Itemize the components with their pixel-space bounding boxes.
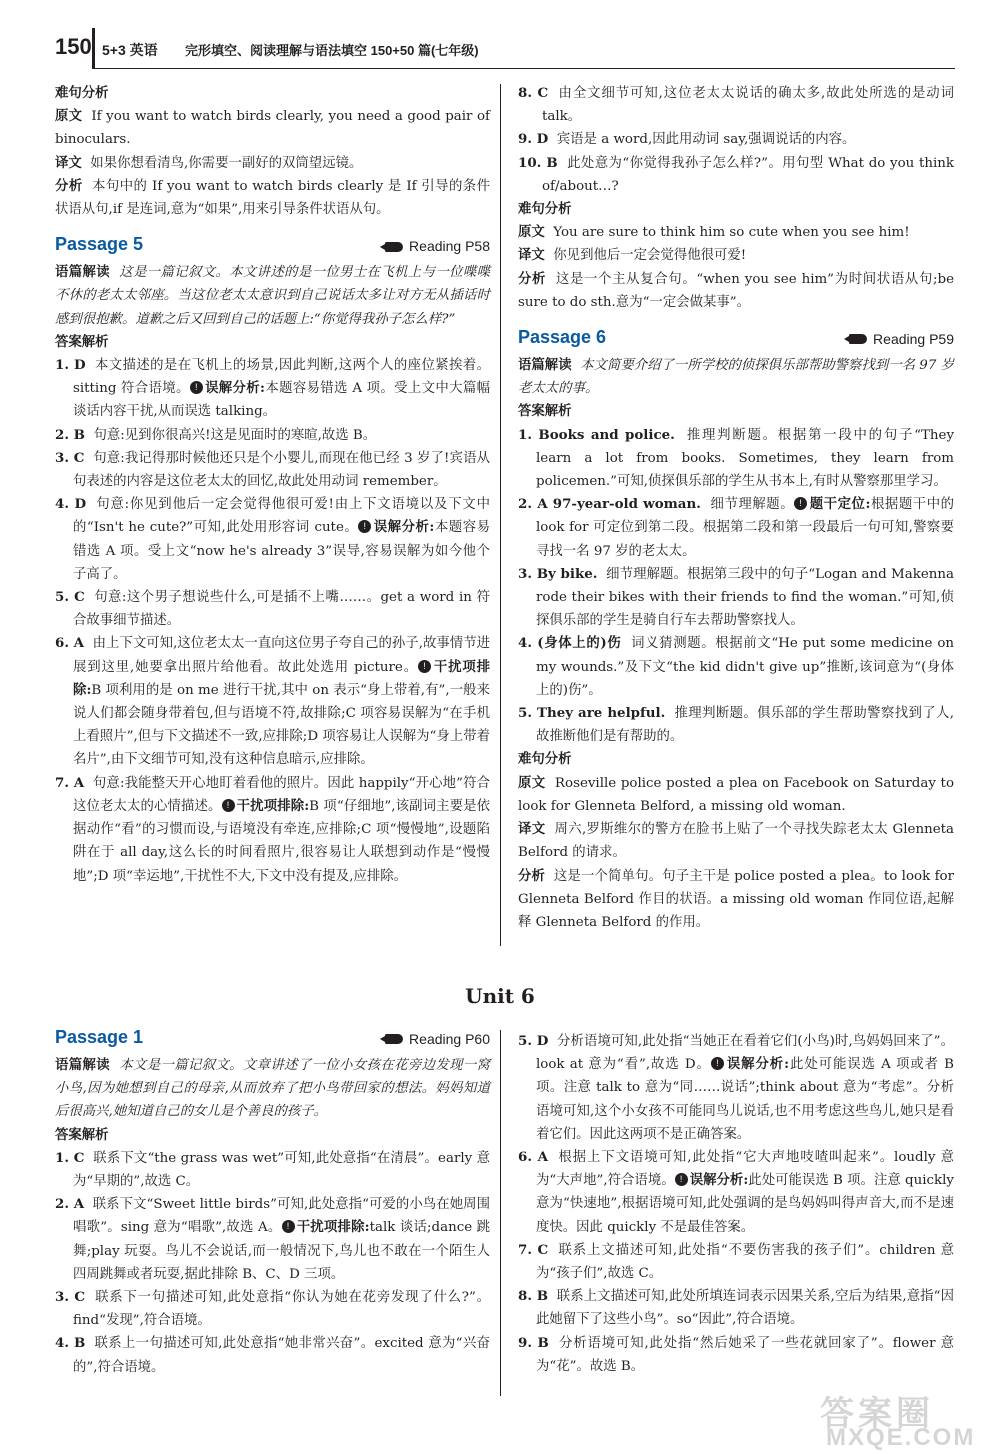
answer-text: 联系下一句描述可知,此处意指“你认为她在花旁发现了什么?”。find“发现”,符合语境。 [73, 1290, 490, 1329]
note-text: 此处可能误选 A 项或者 B 项。注意 talk to 意为“同……说话”;think about 意为“考虑”。分析语境可知,这个小女孩不可能同鸟儿说话,也不用考虑这些鸟儿,她只是看着它们。因此这两项不是正确答案。 [536, 1057, 954, 1142]
reading-reference: Reading P60 [385, 1028, 490, 1051]
pen-icon [385, 1034, 403, 1044]
answer-text: 由全文细节可知,这位老太太说话的确太多,故此处所选的是动词 talk。 [542, 86, 954, 125]
section-title: 答案解析 [55, 1126, 109, 1143]
reading-reference: Reading P59 [849, 328, 954, 351]
column-divider [500, 84, 501, 946]
note-label: 干扰项排除: [73, 658, 491, 698]
answer-item [518, 632, 954, 702]
book-title: 完形填空、阅读理解与语法填空 150+50 篇(七年级) [185, 43, 479, 58]
translation: 译文 你见到他后一定会觉得他很可爱! [518, 247, 747, 264]
answer-text: 宾语是 a word,因此用动词 say,强调说话的内容。 [556, 132, 856, 148]
answer-item [518, 1285, 954, 1331]
answer-item [518, 493, 954, 563]
analysis: 分析 这是一个主从复合句。“when you see him”为时间状语从句;be sure to do sth.意为“一定会做某事”。 [518, 270, 954, 310]
passage-header [518, 324, 954, 352]
answer-list [518, 424, 954, 749]
answer-item [55, 1332, 490, 1378]
answer-number: 5. C [55, 589, 85, 606]
answer-item [55, 424, 490, 447]
translation: 译文 如果你想看清鸟,你需要一副好的双筒望远镜。 [55, 154, 363, 171]
answer-text: 联系上文描述可知,此处指“不要伤害我的孩子们”。children 意为“孩子们”,故选 C。 [536, 1242, 954, 1282]
answer-number: 9. D [518, 131, 549, 148]
note-text: 本题容易错选 A 项。受上文“now he's already 3”误导,容易误解为如今他个子高了。 [73, 520, 490, 582]
answer-text: 联系下文“the grass was wet”可知,此处意指“在清晨”。early 意为“早期的”,故选 C。 [73, 1150, 490, 1190]
answer-item [518, 702, 954, 748]
answer-item [55, 354, 490, 424]
answer-number: 3. C [55, 449, 85, 466]
section-title: 答案解析 [55, 333, 109, 350]
answer-list [55, 354, 490, 888]
page-number: 150 [55, 34, 92, 59]
note-label: 干扰项排除: [236, 797, 310, 814]
answer-number: 3. By bike. [518, 565, 598, 582]
right-column-top [518, 82, 954, 934]
header-bar [92, 28, 95, 68]
answer-number: 2. A 97-year-old woman. [518, 496, 701, 513]
answer-text: 由上下文可知,这位老太太一直向这位男子夸自己的孙子,故事情节进展到这里,她要拿出照片给他看。故此处选用 picture。 [73, 636, 491, 675]
pen-icon [385, 242, 403, 252]
answer-text: 联系上文描述可知,此处所填连词表示因果关系,空后为结果,意指“因此她留下了这些小鸟”。so“因此”,符合语境。 [536, 1289, 954, 1328]
section-title: 难句分析 [55, 85, 109, 101]
header-rule [92, 68, 955, 69]
left-column-top [55, 82, 490, 888]
answer-number: 3. C [55, 1289, 86, 1306]
answer-item [55, 632, 490, 771]
passage-title: Passage 6 [518, 327, 607, 348]
answer-item [55, 772, 490, 888]
answer-number: 10. B [518, 154, 558, 171]
answer-number: 8. C [518, 85, 549, 101]
answer-item [518, 1239, 954, 1285]
note-label: 误解分析: [689, 1172, 749, 1189]
note-label: 干扰项排除: [296, 1219, 370, 1236]
note-text: 此处可能误选 B 项。注意 quickly 意为“快速地”,根据语境可知,此处强调的是鸟妈妈叫得声音大,而不是速度快。因此 quickly 不是最佳答案。 [536, 1173, 954, 1235]
unit-title: Unit 6 [465, 984, 535, 1008]
answer-number: 7. C [518, 1241, 549, 1258]
answer-text: 句意:见到你很高兴!这是见面时的寒暄,故选 B。 [93, 427, 377, 443]
answer-number: 2. A [55, 1196, 85, 1213]
answer-item [518, 82, 954, 128]
answer-number: 1. D [55, 357, 86, 374]
note-text: B 项利用的是 on me 进行干扰,其中 on 表示“身上带着,有”,一般来说人们都会随身带着包,但与语境不符,故排除;C 项容易误解为“在手机上看照片”,但与下文描述不一致,应排除;D 项容易让人误解为“身上带着名片”,由下文细节可知,没有这种信息暗示,应排除。 [73, 682, 490, 768]
answer-text: 分析语境可知,此处指“然后她采了一些花就回家了”。flower 意为“花”。故选 B。 [536, 1335, 955, 1374]
translation: 译文 周六,罗斯维尔的警方在脸书上贴了一个寻找失踪老太太 Glenneta Belford 的请求。 [518, 821, 954, 861]
note-text: 根据题干中的 look for 可定位到第二段。根据第二段和第一段最后一句可知,警察要寻找一名 97 岁的老太太。 [536, 497, 955, 559]
note-icon: ! [794, 497, 807, 510]
original-sentence: 原文 You are sure to think him so cute when you see him! [518, 224, 910, 241]
answer-item [55, 586, 490, 632]
page-header [55, 28, 955, 76]
section-title: 答案解析 [518, 403, 572, 420]
answer-item [55, 447, 490, 493]
answer-text: 分析语境可知,此处指“当她正在看着它们(小鸟)时,鸟妈妈回来了”。look at 意为“看”,故选 D。 [536, 1034, 954, 1073]
note-text: 本题容易错选 A 项。受上文中大篇幅谈话内容干扰,从而误选 talking。 [73, 381, 490, 420]
answer-number: 6. A [55, 635, 85, 652]
section-title: 难句分析 [518, 201, 572, 218]
answer-text: 句意:你见到他后一定会觉得他很可爱!由上下文语境以及下文中的“Isn't he cute?”可知,此处用形容词 cute。 [73, 497, 491, 536]
passage-header [55, 1024, 490, 1052]
answer-text: 推理判断题。根据第一段中的句子“They learn a lot from books. Sometimes, they learn from policemen.”可知,侦探俱乐部的学生从书本上,有时从警察那里学习。 [536, 427, 955, 490]
answer-number: 4. (身体上的)伤 [518, 635, 622, 652]
answer-number: 7. A [55, 774, 85, 791]
answer-number: 6. A [518, 1149, 548, 1166]
answer-item [518, 128, 954, 151]
passage-intro: 语篇解读 本文是一篇记叙文。文章讲述了一位小女孩在花旁边发现一窝小鸟,因为她想到自己的母亲,从而放弃了把小鸟带回家的想法。妈妈知道后很高兴,她知道自己的女儿是个善良的孩子。 [55, 1057, 491, 1120]
answer-number: 5. D [518, 1033, 549, 1049]
answer-text: 联系下文“Sweet little birds”可知,此处意指“可爱的小鸟在她周围唱歌”。sing 意为“唱歌”,故选 A。 [73, 1197, 490, 1236]
answer-item [518, 563, 954, 633]
note-label: 题干定位: [809, 496, 871, 513]
note-text: talk 谈话;dance 跳舞;play 玩耍。鸟儿不会说话,而一般情况下,鸟儿也不敢在一个陌生人四周跳舞或者玩耍,据此排除 B、C、D 三项。 [73, 1220, 491, 1282]
passage-intro: 语篇解读 本文简要介绍了一所学校的侦探俱乐部帮助警察找到一名 97 岁老太太的事。 [518, 357, 954, 397]
passage-title: Passage 5 [55, 234, 144, 255]
answer-list [55, 1147, 490, 1379]
answer-text: 细节理解题。 [710, 497, 795, 513]
answer-text: 联系上一句描述可知,此处意指“她非常兴奋”。excited 意为“兴奋的”,符合语境。 [73, 1336, 490, 1375]
answer-item [55, 493, 490, 586]
note-text: B 项“仔细地”,该副词主要是依据动作“看”的习惯而设,与语境没有牵连,应排除;C 项“慢慢地”,设题陷阱在于 all day,这么长的时间看照片,很容易让人联想到动作是“慢慢地”;D 项“幸运地”,干扰性不大,下文中没有提及,应排除。 [73, 798, 490, 884]
note-icon: ! [222, 799, 235, 812]
answer-number: 4. D [55, 496, 87, 513]
answer-number: 9. B [518, 1334, 549, 1351]
answer-item [518, 424, 954, 494]
answer-text: 此处意为“你觉得我孙子怎么样?”。用句型 What do you think of/about…? [542, 155, 954, 194]
right-column-bottom [518, 1030, 954, 1378]
answer-number: 8. B [518, 1288, 549, 1305]
watermark-logo: 答案圈 MXQE.COM [820, 1395, 976, 1451]
answer-item [55, 1193, 490, 1286]
answer-text: 推理判断题。俱乐部的学生帮助警察找到了人,故推断他们是有帮助的。 [536, 706, 955, 745]
passage-header [55, 231, 490, 259]
answer-text: 根据上下文语境可知,此处指“它大声地吱喳叫起来”。loudly 意为“大声地”,符合语境。 [536, 1150, 955, 1189]
answer-item [55, 1286, 490, 1332]
answer-text: 句意:这个男子想说些什么,可是插不上嘴……。get a word in 符合故事细节描述。 [73, 590, 490, 629]
answer-item [518, 1332, 954, 1378]
pen-icon [849, 334, 867, 344]
column-divider [500, 1030, 501, 1396]
answer-item [518, 1146, 954, 1239]
note-icon: ! [711, 1057, 724, 1070]
analysis: 分析 这是一个简单句。句子主干是 police posted a plea。to look for Glenneta Belford 作目的状语。a missing old woman 作同位语,起解释 Glenneta Belford 的作用。 [518, 867, 954, 930]
answer-text: 句意:我记得那时候他还只是个小婴儿,而现在他已经 3 岁了!宾语从句表述的内容是这位老太太的回忆,故此处用动词 remember。 [73, 450, 490, 490]
original-sentence: 原文 Roseville police posted a plea on Facebook on Saturday to look for Glenneta Belford, a missing old woman. [518, 774, 955, 814]
note-icon: ! [675, 1173, 688, 1186]
left-column-bottom [55, 1024, 490, 1379]
answer-text: 句意:我能整天开心地盯着看他的照片。因此 happily“开心地”符合这位老太太的心情描述。 [73, 775, 490, 814]
note-icon: ! [282, 1220, 295, 1233]
note-icon: ! [358, 520, 371, 533]
answer-item [55, 1147, 490, 1193]
passage-title: Passage 1 [55, 1027, 144, 1047]
section-title: 难句分析 [518, 751, 572, 768]
note-label: 误解分析: [725, 1056, 790, 1073]
answer-number: 2. B [55, 426, 85, 443]
answer-item [518, 1030, 954, 1146]
passage-intro: 语篇解读 这是一篇记叙文。本文讲述的是一位男士在飞机上与一位喋喋不休的老太太邻座。当这位老太太意识到自己说话太多让对方无从插话时感到很抱歉。道歉之后又回到自己的话题上:“你觉得我孙子怎么样?” [55, 264, 491, 327]
note-icon: ! [190, 381, 203, 394]
note-icon: ! [418, 660, 431, 673]
answer-list [518, 82, 954, 198]
answer-number: 1. Books and police. [518, 426, 675, 443]
brand-label: 5+3 英语 [102, 42, 158, 58]
answer-number: 4. B [55, 1335, 86, 1352]
answer-text: 词义猜测题。根据前文“He put some medicine on my wounds.”及下文“the kid didn't give up”推断,该词意为“(身体上的)伤”。 [536, 636, 954, 698]
answer-text: 细节理解题。根据第三段中的句子“Logan and Makenna rode their bikes with their friends to find the woman.”可知,侦探俱乐部的学生是骑自行车去帮助警察找人。 [536, 566, 955, 629]
answer-number: 1. C [55, 1149, 85, 1166]
answer-list [518, 1030, 954, 1378]
answer-number: 5. They are helpful. [518, 705, 666, 722]
analysis: 分析 本句中的 If you want to watch birds clearly 是 If 引导的条件状语从句,if 是连词,意为“如果”,用来引导条件状语从句。 [55, 177, 491, 218]
note-label: 误解分析: [373, 519, 435, 536]
answer-item [518, 152, 954, 198]
note-label: 误解分析: [204, 380, 265, 397]
answer-text: 本文描述的是在飞机上的场景,因此判断,这两个人的座位紧挨着。sitting 符合语境。 [73, 358, 490, 397]
original-sentence: 原文 If you want to watch birds clearly, you need a good pair of binoculars. [55, 108, 490, 148]
reading-reference: Reading P58 [385, 235, 490, 258]
